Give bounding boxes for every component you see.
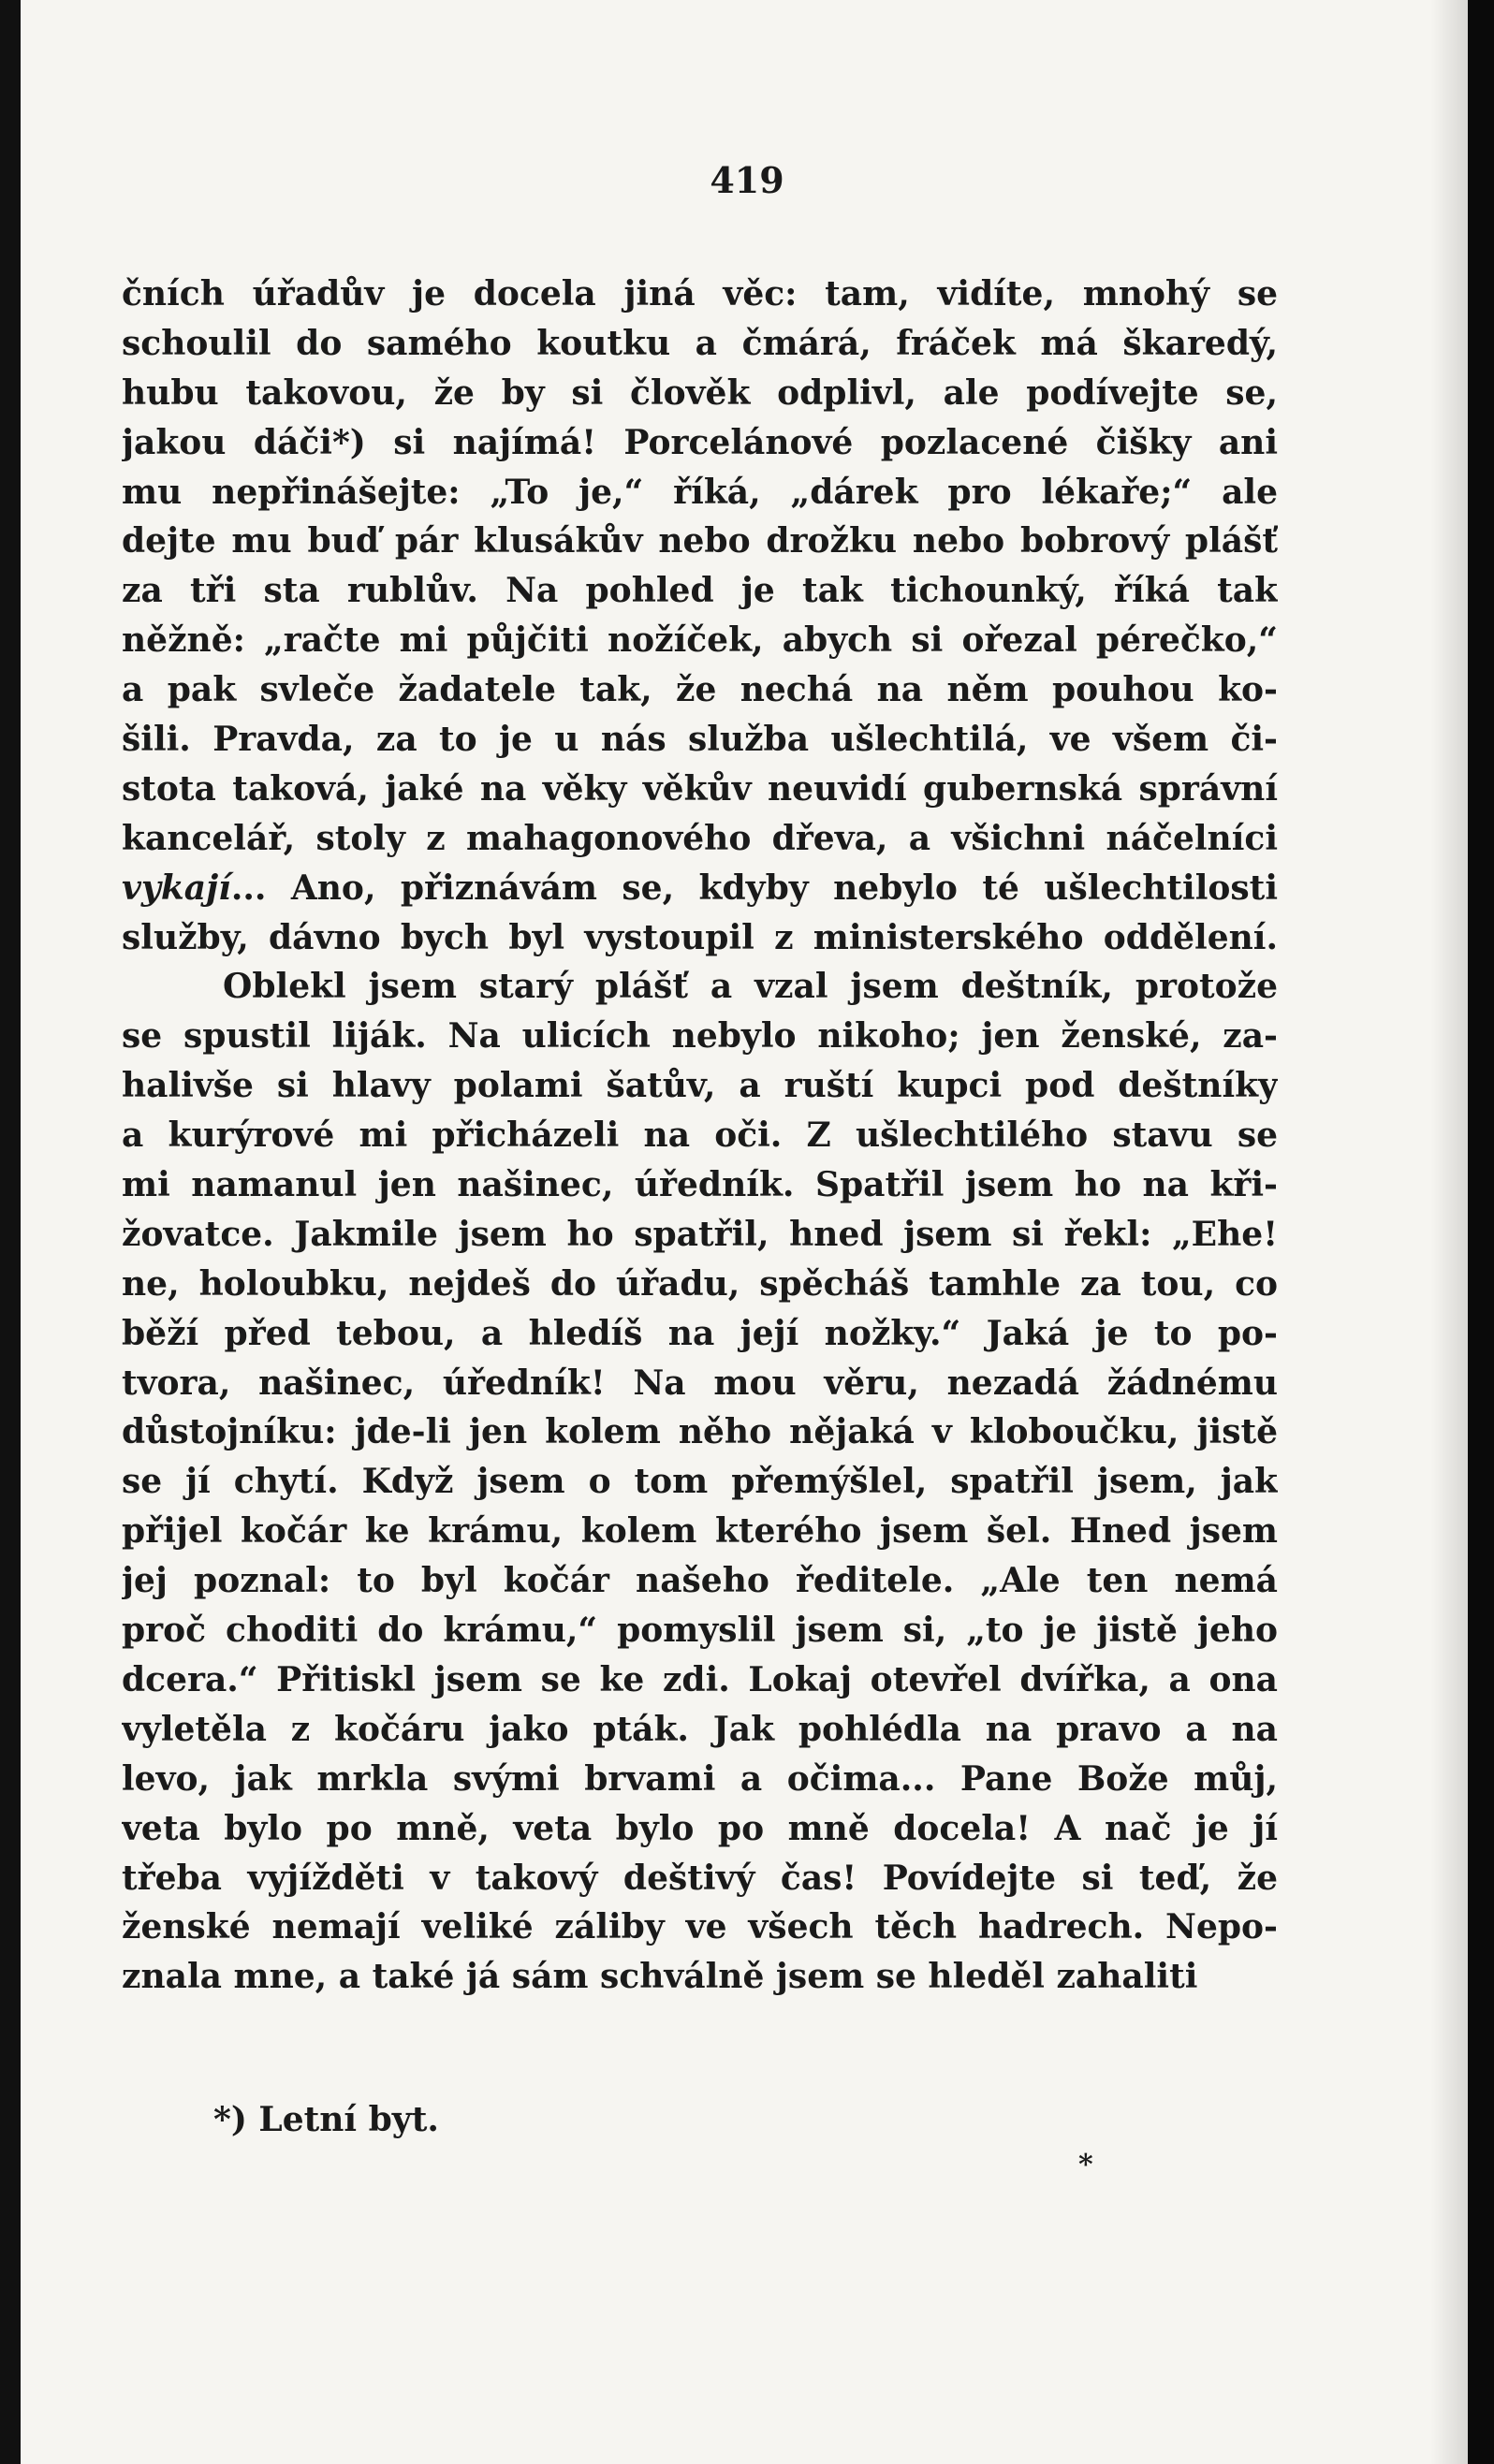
text-line: tvora, našinec, úředník! Na mou věru, nezadá žádnému bbox=[122, 1363, 1278, 1403]
scan-left-border bbox=[0, 0, 21, 2464]
text-line: důstojníku: jde-li jen kolem něho nějaká v kloboučku, jistě bbox=[122, 1412, 1278, 1452]
text-line: vyletěla z kočáru jako pták. Jak pohlédla na pravo a na bbox=[122, 1709, 1278, 1749]
text-line: čních úřadův je docela jiná věc: tam, vidíte, mnohý se bbox=[122, 274, 1278, 313]
text-line: za tři sta rublův. Na pohled je tak tichounký, říká tak bbox=[122, 571, 1278, 611]
text-line: třeba vyjížděti v takový deštivý čas! Povídejte si teď, že bbox=[122, 1858, 1278, 1898]
page-gutter-shadow bbox=[1430, 0, 1468, 2464]
text-line: stota taková, jaké na věky věkův neuvidí gubernská správní bbox=[122, 768, 1278, 809]
text-line: ne, holoubku, nejdeš do úřadu, spěcháš tamhle za tou, co bbox=[122, 1263, 1278, 1304]
text-line: šili. Pravda, za to je u nás služba ušlechtilá, ve všem či- bbox=[122, 720, 1278, 760]
text-line: služby, dávno bych byl vystoupil z ministerského oddělení. bbox=[122, 917, 1278, 957]
body-text bbox=[122, 270, 1278, 2002]
text-line: a kurýrové mi přicházeli na oči. Z ušlechtilého stavu se bbox=[122, 1115, 1278, 1156]
text-line: běží před tebou, a hledíš na její nožky.“ Jaká je to po- bbox=[122, 1313, 1278, 1353]
text-line: ženské nemají veliké záliby ve všech těch hadrech. Nepo- bbox=[122, 1907, 1278, 1947]
text-line: a pak svleče žadatele tak, že nechá na něm pouhou ko- bbox=[122, 670, 1278, 710]
footnote: *) Letní byt. bbox=[213, 2100, 439, 2139]
text-line: kancelář, stoly z mahagonového dřeva, a všichni náčelníci bbox=[122, 818, 1278, 858]
text-line: jakou dáči*) si najímá! Porcelánové pozlacené čišky ani bbox=[122, 422, 1278, 462]
text-line: halivše si hlavy polami šatův, a ruští kupci pod deštníky bbox=[122, 1066, 1278, 1106]
text-line: hubu takovou, že by si člověk odplivl, ale podívejte se, bbox=[122, 372, 1278, 413]
text-line: veta bylo po mně, veta bylo po mně docela! A nač je jí bbox=[122, 1808, 1278, 1848]
text-line: přijel kočár ke krámu, kolem kterého jsem šel. Hned jsem bbox=[122, 1511, 1278, 1552]
text-line: mi namanul jen našinec, úředník. Spatřil jsem ho na kři- bbox=[122, 1165, 1278, 1205]
text-line: vykají... Ano, přiznávám se, kdyby nebylo té ušlechtilosti bbox=[122, 868, 1278, 908]
text-line: se jí chytí. Když jsem o tom přemýšlel, spatřil jsem, jak bbox=[122, 1462, 1278, 1502]
text-line: žovatce. Jakmile jsem ho spatřil, hned jsem si řekl: „Ehe! bbox=[122, 1214, 1278, 1254]
text-line: mu nepřinášejte: „To je,“ říká, „dárek pro lékaře;“ ale bbox=[122, 472, 1278, 512]
signature-mark: * bbox=[1078, 2149, 1093, 2181]
text-line: proč choditi do krámu,“ pomyslil jsem si, „to je jistě jeho bbox=[122, 1611, 1278, 1651]
scan-right-border bbox=[1468, 0, 1494, 2464]
text-line: dejte mu buď pár klusákův nebo drožku nebo bobrový plášť bbox=[122, 521, 1278, 561]
emphasized-word: vykají bbox=[122, 868, 231, 908]
text-line: levo, jak mrkla svými brvami a očima... Pane Bože můj, bbox=[122, 1758, 1278, 1799]
page-number: 419 bbox=[710, 159, 784, 201]
text-line: dcera.“ Přitiskl jsem se ke zdi. Lokaj otevřel dvířka, a ona bbox=[122, 1659, 1278, 1699]
text-line: se spustil liják. Na ulicích nebylo nikoho; jen ženské, za- bbox=[122, 1016, 1278, 1057]
text-line: schoulil do samého koutku a čmárá, fráček má škaredý, bbox=[122, 323, 1278, 363]
text-line: Oblekl jsem starý plášť a vzal jsem deštník, protože bbox=[223, 967, 1278, 1007]
text-line: jej poznal: to byl kočár našeho ředitele. „Ale ten nemá bbox=[122, 1561, 1278, 1601]
text-line: něžně: „račte mi půjčiti nožíček, abych si ořezal pérečko,“ bbox=[122, 620, 1278, 661]
text-line: znala mne, a také já sám schválně jsem se hleděl zahaliti bbox=[122, 1957, 1198, 1997]
